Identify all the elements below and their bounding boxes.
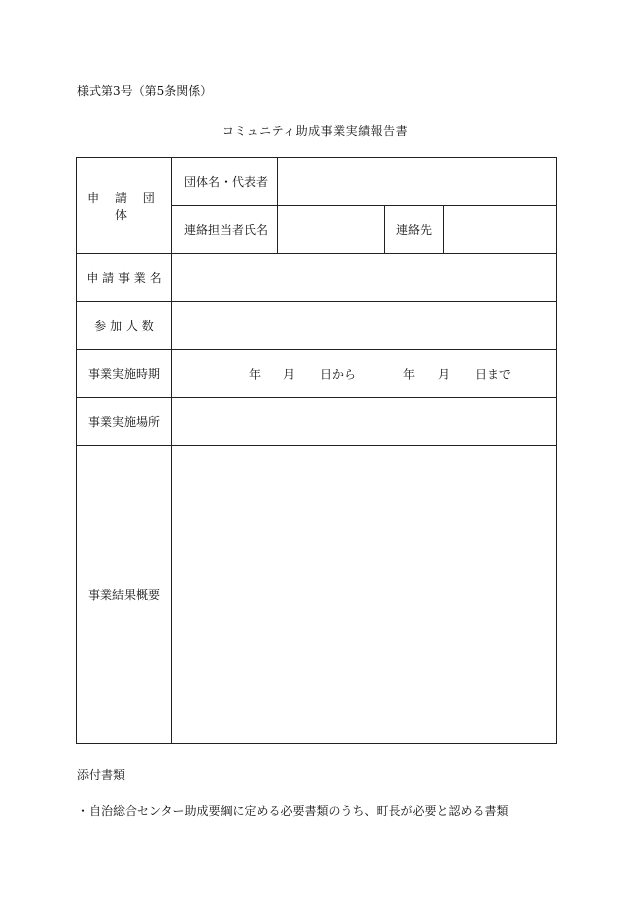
- end-month-label: 月: [438, 367, 451, 381]
- start-year-label: 年: [249, 367, 262, 381]
- summary-label: 事業結果概要: [77, 446, 172, 744]
- end-day-label: 日まで: [475, 367, 512, 381]
- attachments-item: ・自治総合センター助成要綱に定める必要書類のうち、町長が必要と認める書類: [77, 804, 509, 818]
- contact-person-label: 連絡担当者氏名: [172, 206, 278, 254]
- document-title: コミュニティ助成事業実績報告書: [221, 124, 409, 138]
- applicant-group-label: 申 請 団 体: [77, 158, 172, 254]
- participants-field[interactable]: [172, 302, 557, 350]
- contact-field[interactable]: [444, 206, 557, 254]
- contact-person-field[interactable]: [278, 206, 385, 254]
- group-name-label: 団体名・代表者: [172, 158, 278, 206]
- end-year-label: 年: [403, 367, 416, 381]
- period-label: 事業実施時期: [77, 350, 172, 398]
- attachments-title: 添付書類: [77, 768, 126, 782]
- start-month-label: 月: [283, 367, 296, 381]
- summary-field[interactable]: [172, 446, 557, 744]
- location-field[interactable]: [172, 398, 557, 446]
- start-day-label: 日から: [320, 367, 357, 381]
- form-number: 様式第3号（第5条関係）: [77, 84, 213, 98]
- participants-label: 参 加 人 数: [77, 302, 172, 350]
- contact-label: 連絡先: [385, 206, 444, 254]
- report-table: [76, 157, 557, 744]
- period-field[interactable]: [172, 350, 557, 398]
- project-name-field[interactable]: [172, 254, 557, 302]
- location-label: 事業実施場所: [77, 398, 172, 446]
- project-name-label: 申 請 事 業 名: [77, 254, 172, 302]
- group-name-field[interactable]: [278, 158, 557, 206]
